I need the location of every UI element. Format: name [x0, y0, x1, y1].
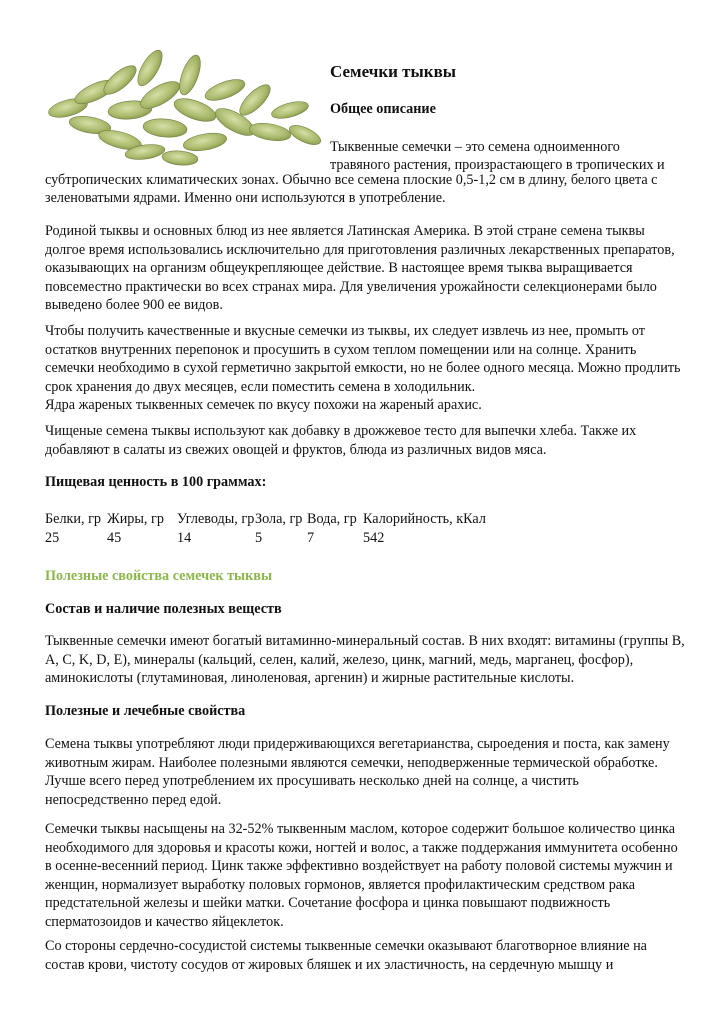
nutrition-value-cell: 45 [107, 530, 122, 546]
intro-line: Тыквенные семечки – это семена одноименного [330, 139, 620, 155]
section-heading-healing: Полезные и лечебные свойства [45, 703, 246, 719]
nutrition-heading: Пищевая ценность в 100 граммах: [45, 474, 267, 490]
nutrition-header-cell: Зола, гр [255, 511, 303, 527]
section-heading-useful: Полезные свойства семечек тыквы [45, 568, 273, 584]
nutrition-header-cell: Белки, гр [45, 511, 102, 527]
paragraph-composition: Тыквенные семечки имеют богатый витаминно-минеральный состав. В них входят: витамины (группы B, A, C, K, D, E), минералы (кальций, селен, калий, железо, цинк, магний, медь, марганец, фосфор), аминокислоты (глутаминовая, линоленовая, аргенин) и жирные растительные кислоты. [45, 633, 685, 686]
nutrition-header-cell: Калорийность, кКал [363, 511, 486, 527]
nutrition-value-cell: 5 [255, 530, 263, 546]
paragraph-storage-group [45, 322, 685, 415]
paragraph-origin: Родиной тыквы и основных блюд из нее является Латинская Америка. В этой стране семена тыквы долгое время использовались исключительно для приготовления различных лекарственных препаратов, оказывающих на организм общеукрепляющее действие. В настоящее время тыква выращивается повсеместно практически во всех странах мира. Для увеличения урожайности селекционерами было выведено более 900 ее видов. [45, 223, 675, 313]
intro-line: травяного растения, произрастающего в тропических и [330, 157, 665, 173]
intro-paragraph-top [330, 138, 690, 174]
section-heading-composition: Состав и наличие полезных веществ [45, 601, 282, 617]
nutrition-value-cell: 14 [177, 530, 192, 546]
section-heading-general: Общее описание [330, 101, 436, 117]
nutrition-value-cell: 542 [363, 530, 385, 546]
pumpkin-seeds-image [40, 40, 330, 170]
nutrition-header-cell: Углеводы, гр [177, 511, 255, 527]
nutrition-header-cell: Вода, гр [307, 511, 357, 527]
nutrition-value-cell: 25 [45, 530, 60, 546]
paragraph-storage: Чтобы получить качественные и вкусные семечки из тыквы, их следует извлечь из нее, промыть от остатков внутренних перепонок и просушить в сухом теплом помещении или на солнце. Хранить семечки необходимо в сухой герметично закрытой емкости, но не более одного месяца. Можно продлить срок хранения до двух месяцев, если поместить семена в холодильник. [45, 323, 681, 395]
paragraph-oil: Семечки тыквы насыщены на 32-52% тыквенным маслом, которое содержит большое количество цинка необходимого для здоровья и красоты кожи, ногтей и волос, а также поддержания иммунитета особенно в осенне-весенний период. Цинк также эффективно воздействует на работу половой системы мужчин и женщин, нормализует выработку половых гормонов, является профилактическим средством рака предстательной железы и шейки матки. Сочетание фосфора и цинка повышают подвижность сперматозоидов и качество яйцеклеток. [45, 821, 678, 930]
paragraph-vegetarian: Семена тыквы употребляют люди придерживающихся вегетарианства, сыроедения и поста, как замену животным жирам. Наиболее полезными являются семечки, неподверженные термической обработке. Лучше всего перед употреблением их просушивать несколько дней на солнце, а чистить непосредственно перед едой. [45, 736, 670, 808]
intro-paragraph-rest: субтропических климатических зонах. Обычно все семена плоские 0,5-1,2 см в длину, белого цвета с зеленоватыми ядрами. Именно они используются в употребление. [45, 172, 658, 206]
paragraph-taste: Ядра жареных тыквенных семечек по вкусу похожи на жареный арахис. [45, 397, 482, 413]
paragraph-cardio: Со стороны сердечно-сосудистой системы тыквенные семечки оказывают благотворное влияние на состав крови, чистоту сосудов от жировых бляшек и их эластичность, на сердечную мышцу и [45, 938, 647, 973]
nutrition-header-cell: Жиры, гр [107, 511, 164, 527]
nutrition-value-cell: 7 [307, 530, 315, 546]
paragraph-usage: Чищеные семена тыквы используют как добавку в дрожжевое тесто для выпечки хлеба. Также их добавляют в салаты из свежих овощей и фруктов, блюда из различных видов мяса. [45, 423, 637, 458]
page-title: Семечки тыквы [330, 62, 457, 81]
